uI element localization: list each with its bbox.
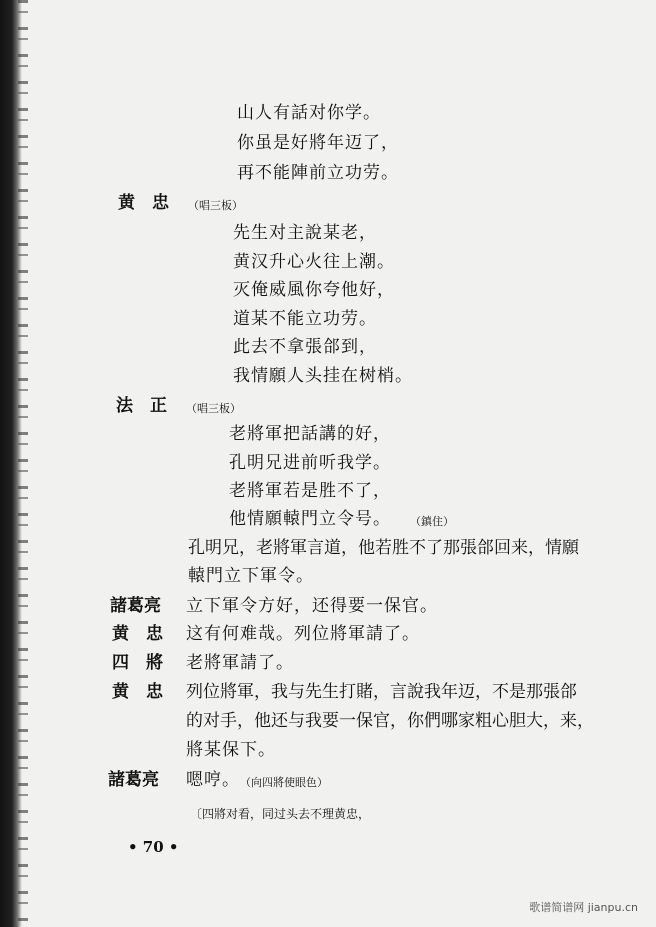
verse-line: 老將軍把話講的好，: [229, 424, 391, 444]
speech-line: 这有何难哉。列位將軍請了。: [186, 624, 420, 644]
speaker: 黄 忠: [112, 682, 163, 702]
verse-line: 你虽是好將年迈了，: [237, 133, 399, 153]
verse-line: 先生对主說某老，: [233, 223, 377, 243]
speaker: 四 將: [112, 653, 163, 673]
stage-note: （鎮住）: [410, 515, 454, 528]
speaker: 法 正: [116, 396, 167, 416]
speech-line: 轅門立下軍令。: [188, 566, 314, 586]
speaker: 黄 忠: [112, 624, 163, 644]
watermark: 歌谱简谱网 jianpu.cn: [529, 901, 638, 914]
verse-line: 道某不能立功劳。: [233, 309, 377, 329]
stage-note: （唱三板）: [186, 402, 241, 415]
speaker: 諸葛亮: [108, 770, 159, 790]
verse-line: 再不能陣前立功劳。: [237, 163, 399, 183]
speaker: 黄 忠: [118, 193, 169, 213]
speech-line: 的对手，他还与我要一保官，你們哪家粗心胆大，来，: [186, 711, 594, 731]
scan-edge-noise: [18, 0, 28, 927]
stage-note: （向四將使眼色）: [240, 776, 328, 789]
speech-line: 將某保下。: [186, 740, 276, 760]
verse-line: 山人有話对你学。: [237, 103, 381, 123]
verse-line: 他情願轅門立令号。: [229, 509, 391, 529]
page-number: • 70 •: [128, 838, 179, 856]
verse-line: 黄汉升心火往上潮。: [233, 252, 395, 272]
verse-line: 此去不拿張郃到，: [233, 337, 377, 357]
verse-line: 老將軍若是胜不了，: [229, 481, 391, 501]
verse-line: 灭俺威風你夸他好，: [233, 280, 395, 300]
speech-line: 列位將軍，我与先生打賭，言說我年迈，不是那張郃: [186, 682, 577, 702]
stage-note: （唱三板）: [188, 199, 243, 212]
speech-line: 孔明兄，老將軍言道，他若胜不了那張郃回来，情願: [188, 538, 579, 558]
speech-line: 嗯哼。: [186, 770, 240, 790]
verse-line: 我情願人头挂在树梢。: [233, 366, 413, 386]
verse-line: 孔明兄进前听我学。: [229, 453, 391, 473]
stage-direction: 〔四將对看，同过头去不理黄忠，: [190, 807, 371, 821]
speaker: 諸葛亮: [110, 596, 161, 616]
speech-line: 立下軍令方好，还得要一保官。: [186, 596, 438, 616]
speech-line: 老將軍請了。: [186, 653, 294, 673]
